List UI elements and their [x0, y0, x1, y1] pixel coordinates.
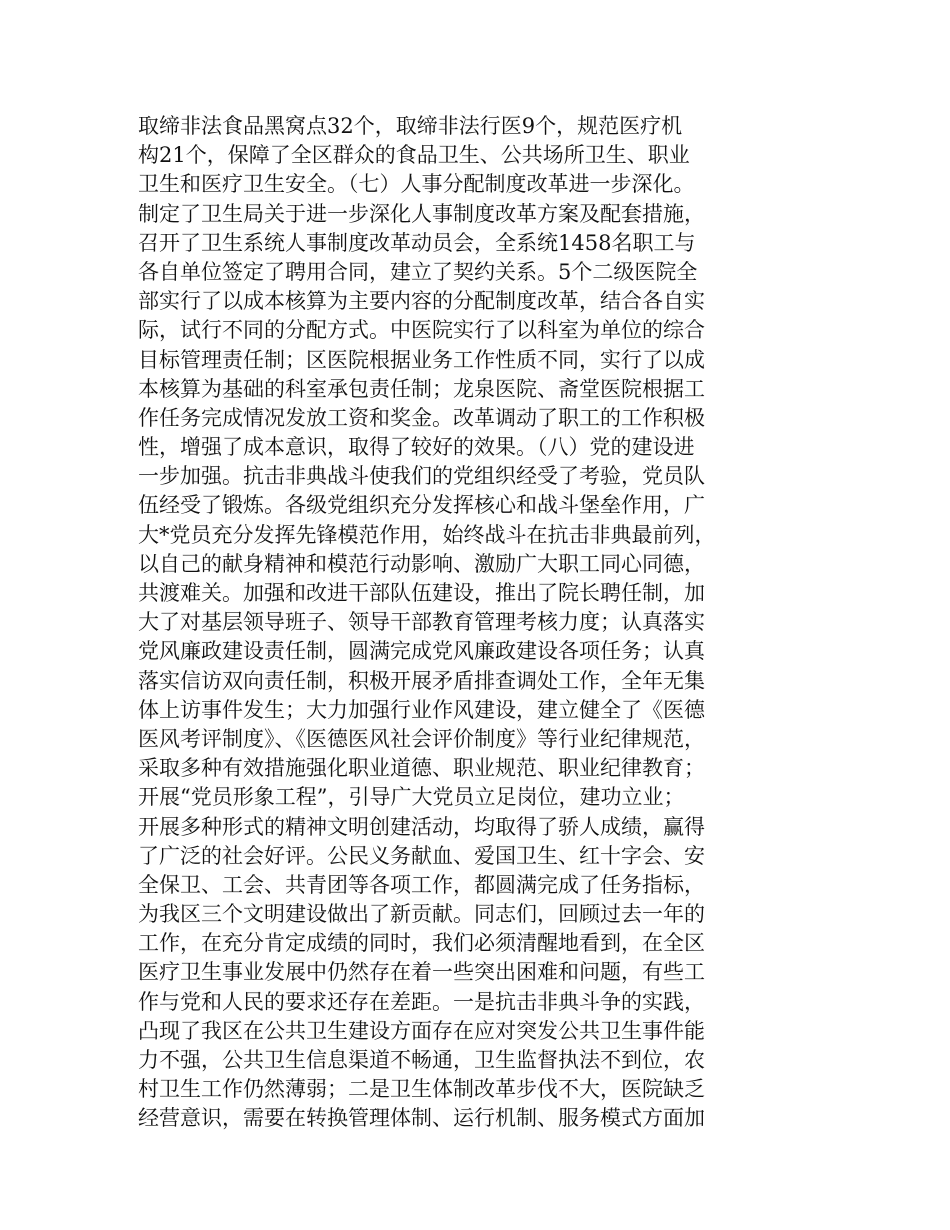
text-line: 全保卫、工会、共青团等各项工作，都圆满完成了任务指标，: [138, 872, 705, 897]
text-line: 伍经受了锻炼。各级党组织充分发挥核心和战斗堡垒作用，广: [138, 493, 705, 518]
text-line: 采取多种有效措施强化职业道德、职业规范、职业纪律教育；: [138, 756, 705, 781]
text-line: 制定了卫生局关于进一步深化人事制度改革方案及配套措施，: [138, 201, 705, 226]
text-line: 际，试行不同的分配方式。中医院实行了以科室为单位的综合: [138, 318, 705, 343]
text-line: 为我区三个文明建设做出了新贡献。同志们，回顾过去一年的: [138, 902, 705, 927]
text-line: 构21个，保障了全区群众的食品卫生、公共场所卫生、职业: [138, 143, 690, 168]
text-line: 开展多种形式的精神文明创建活动，均取得了骄人成绩，赢得: [138, 814, 705, 839]
text-line: 目标管理责任制；区医院根据业务工作性质不同，实行了以成: [138, 347, 705, 372]
text-line: 体上访事件发生；大力加强行业作风建设，建立健全了《医德: [138, 697, 705, 722]
text-line: 工作，在充分肯定成绩的同时，我们必须清醒地看到，在全区: [138, 931, 705, 956]
text-line: 各自单位签定了聘用合同，建立了契约关系。5个二级医院全: [138, 259, 698, 284]
text-line: 了广泛的社会好评。公民义务献血、爱国卫生、红十字会、安: [138, 843, 705, 868]
text-line: 以自己的献身精神和模范行动影响、激励广大职工同心同德，: [138, 551, 705, 576]
text-line: 党风廉政建设责任制，圆满完成党风廉政建设各项任务；认真: [138, 639, 705, 664]
text-line: 作任务完成情况发放工资和奖金。改革调动了职工的工作积极: [138, 405, 705, 430]
text-line: 经营意识，需要在转换管理体制、运行机制、服务模式方面加: [138, 1106, 705, 1131]
text-line: 大*党员充分发挥先锋模范作用，始终战斗在抗击非典最前列，: [138, 522, 716, 547]
body-text: [138, 112, 828, 1134]
text-line: 作与党和人民的要求还存在差距。一是抗击非典斗争的实践，: [138, 989, 705, 1014]
text-line: 力不强，公共卫生信息渠道不畅通，卫生监督执法不到位，农: [138, 1048, 705, 1072]
text-line: 卫生和医疗卫生安全。（七）人事分配制度改革进一步深化。: [138, 172, 695, 197]
text-line: 医风考评制度》、《医德医风社会评价制度》等行业纪律规范，: [138, 726, 705, 751]
text-line: 部实行了以成本核算为主要内容的分配制度改革，结合各自实: [138, 289, 705, 314]
text-line: 取缔非法食品黑窝点32个，取缔非法行医9个，规范医疗机: [138, 114, 683, 138]
text-line: 本核算为基础的科室承包责任制；龙泉医院、斋堂医院根据工: [138, 376, 705, 401]
text-line: 落实信访双向责任制，积极开展矛盾排查调处工作，全年无集: [138, 668, 705, 693]
text-line: 召开了卫生系统人事制度改革动员会，全系统1458名职工与: [138, 230, 696, 255]
text-line: 凸现了我区在公共卫生建设方面存在应对突发公共卫生事件能: [138, 1018, 705, 1043]
text-line: 村卫生工作仍然薄弱；二是卫生体制改革步伐不大，医院缺乏: [138, 1077, 705, 1102]
text-line: 开展“党员形象工程”，引导广大党员立足岗位，建功立业；: [138, 785, 685, 810]
text-line: 性，增强了成本意识，取得了较好的效果。（八）党的建设进: [138, 435, 695, 460]
text-line: 医疗卫生事业发展中仍然存在着一些突出困难和问题，有些工: [138, 960, 705, 985]
text-line: 共渡难关。加强和改进干部队伍建设，推出了院长聘任制，加: [138, 581, 705, 605]
text-line: 一步加强。抗击非典战斗使我们的党组织经受了考验，党员队: [138, 464, 705, 489]
text-line: 大了对基层领导班子、领导干部教育管理考核力度；认真落实: [138, 610, 705, 635]
